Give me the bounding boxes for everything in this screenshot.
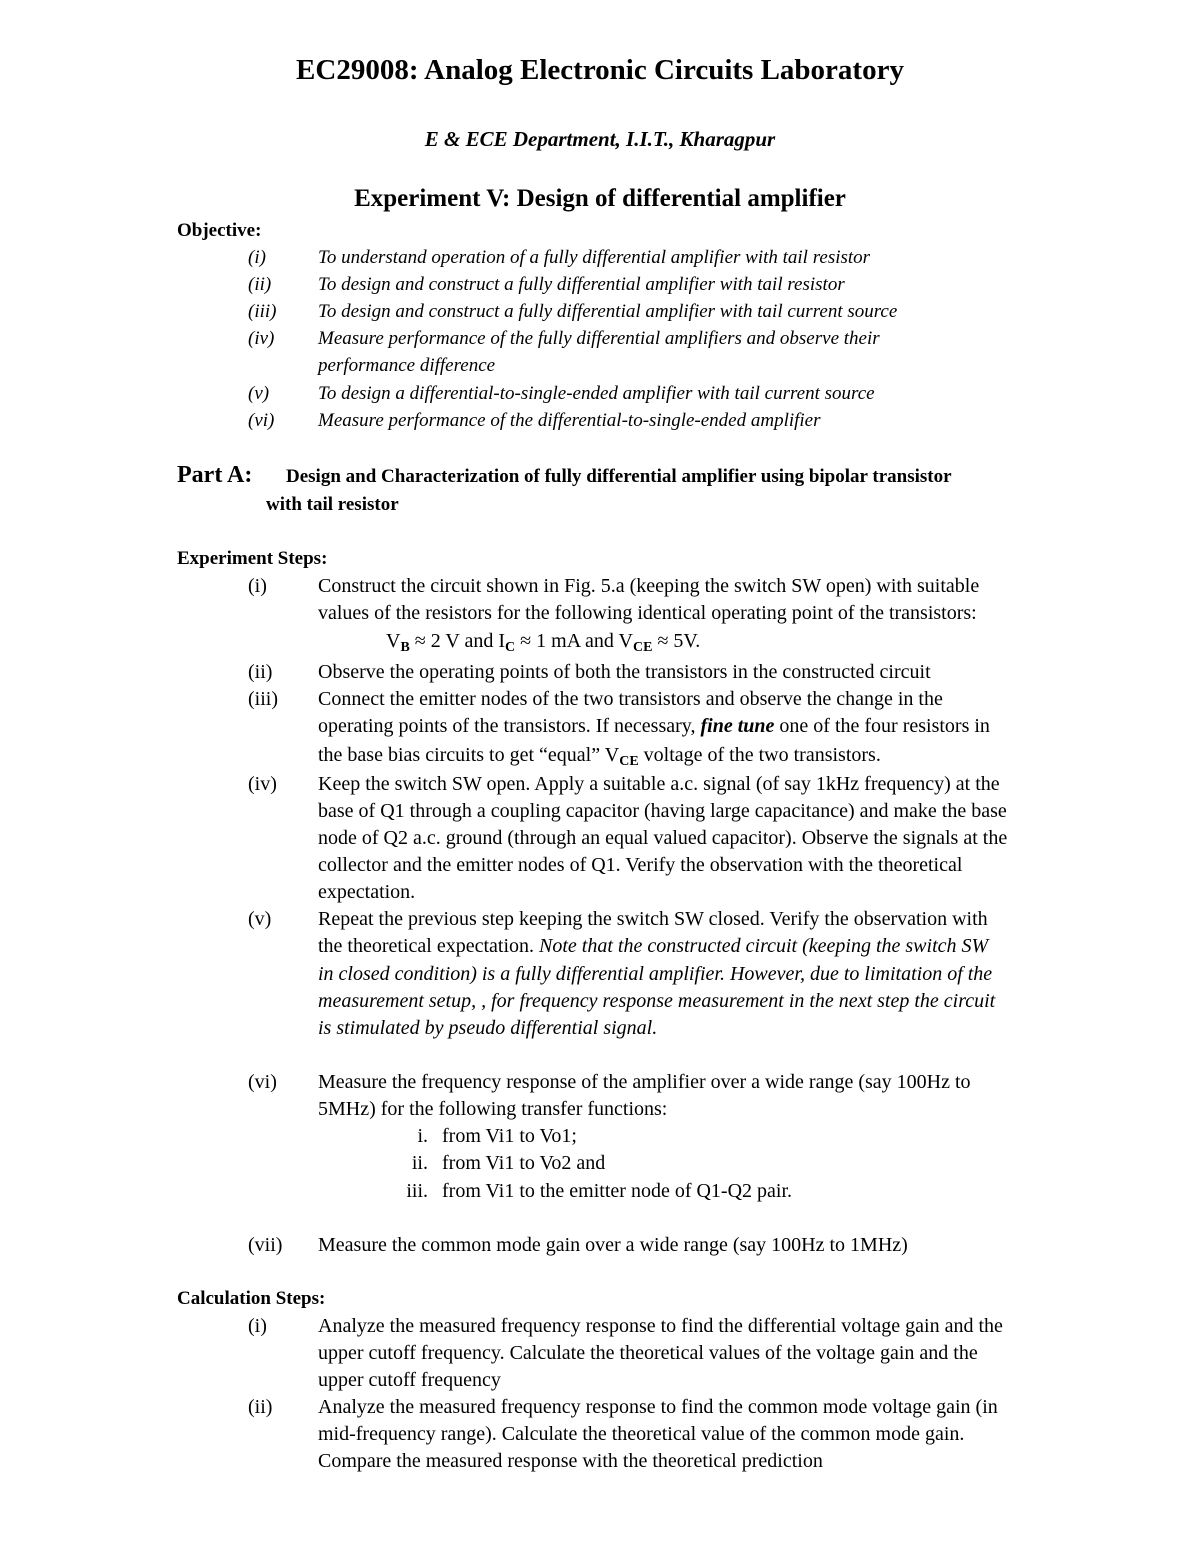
step-3-line-3 (318, 744, 881, 770)
step-4-line-5: expectation. (318, 881, 416, 903)
calc-num-2: (ii) (248, 1396, 273, 1418)
document-title: EC29008: Analog Electronic Circuits Laboratory (296, 54, 904, 86)
step-3-sub-ce: CE (619, 754, 639, 769)
calc-1-line-3: upper cutoff frequency (318, 1369, 501, 1391)
calc-2-line-3: Compare the measured response with the theoretical prediction (318, 1450, 823, 1472)
step-num-2: (ii) (248, 661, 273, 683)
calculation-steps-heading: Calculation Steps: (177, 1288, 326, 1309)
step-4-line-4: collector and the emitter nodes of Q1. Verify the observation with the theoretical (318, 854, 963, 876)
experiment-steps-heading: Experiment Steps: (177, 548, 328, 569)
step-4-line-3: node of Q2 a.c. ground (through an equal valued capacitor). Observe the signals at the (318, 827, 1008, 849)
experiment-title: Experiment V: Design of differential amplifier (354, 185, 846, 212)
step-num-6: (vi) (248, 1071, 277, 1093)
eq-part-3: ≈ 5V. (652, 630, 701, 652)
fine-tune-emphasis: fine tune (700, 715, 775, 737)
calc-2-line-2: mid-frequency range). Calculate the theoretical value of the common mode gain. (318, 1423, 965, 1445)
step-1-line-2: values of the resistors for the following identical operating point of the transistors: (318, 602, 977, 624)
sub-item-text-3: from Vi1 to the emitter node of Q1-Q2 pair. (442, 1180, 793, 1202)
calc-1-line-2: upper cutoff frequency. Calculate the theoretical values of the voltage gain and the (318, 1342, 978, 1364)
step-num-3: (iii) (248, 688, 278, 710)
step-3-line-2 (318, 715, 990, 738)
step-num-1: (i) (248, 575, 267, 597)
step-5-line-2 (318, 935, 988, 958)
objective-text-6: Measure performance of the differential-to-single-ended amplifier (318, 410, 821, 431)
objective-num-4: (iv) (248, 328, 275, 349)
eq-part-1: ≈ 2 V and I (409, 630, 506, 652)
calc-1-line-1: Analyze the measured frequency response to find the differential voltage gain and the (318, 1315, 1003, 1337)
calc-num-1: (i) (248, 1315, 267, 1337)
step-5-line-5: is stimulated by pseudo differential signal. (318, 1017, 658, 1039)
eq-sub-c: C (505, 640, 516, 655)
step-6-line-2: 5MHz) for the following transfer functions: (318, 1098, 668, 1120)
sub-item-num-2: ii. (411, 1152, 428, 1174)
objective-heading: Objective: (177, 220, 262, 241)
step-3-line-2-a: operating points of the transistors. If necessary, (318, 715, 701, 737)
step-5-note-start: Note that the constructed circuit (keeping the switch SW (539, 935, 989, 957)
part-a-title: Design and Characterization of fully differential amplifier using bipolar transistor (286, 466, 952, 487)
objective-num-2: (ii) (248, 274, 272, 295)
step-5-line-2-a: the theoretical expectation. (318, 935, 540, 957)
step-3-line-1: Connect the emitter nodes of the two transistors and observe the change in the (318, 688, 943, 710)
calc-2-line-1: Analyze the measured frequency response to find the common mode voltage gain (in (318, 1396, 998, 1418)
objective-num-1: (i) (248, 247, 266, 268)
step-num-5: (v) (248, 908, 272, 930)
step-3-line-3-a: the base bias circuits to get “equal” V (318, 744, 620, 766)
part-a-label: Part A: (177, 462, 253, 488)
objective-text-5: To design a differential-to-single-ended amplifier with tail current source (318, 383, 875, 404)
step-4-line-1: Keep the switch SW open. Apply a suitable a.c. signal (of say 1kHz frequency) at the (318, 773, 1000, 795)
step-5-line-1: Repeat the previous step keeping the switch SW closed. Verify the observation with (318, 908, 988, 930)
step-num-7: (vii) (248, 1234, 283, 1256)
eq-part-2: ≈ 1 mA and V (515, 630, 633, 652)
objective-num-5: (v) (248, 383, 270, 404)
eq-v: V (386, 630, 401, 652)
step-3-line-2-c: one of the four resistors in (774, 715, 990, 737)
eq-sub-ce: CE (633, 640, 653, 655)
sub-item-num-1: i. (417, 1125, 428, 1147)
objective-num-6: (vi) (248, 410, 275, 431)
objective-text-1: To understand operation of a fully differential amplifier with tail resistor (318, 247, 871, 268)
objective-text-2: To design and construct a fully differential amplifier with tail resistor (318, 274, 845, 295)
step-5-line-4: measurement setup, , for frequency response measurement in the next step the circuit (318, 990, 996, 1012)
objective-num-3: (iii) (248, 301, 277, 322)
step-1-line-1: Construct the circuit shown in Fig. 5.a (keeping the switch SW open) with suitable (318, 575, 980, 597)
department-line: E & ECE Department, I.I.T., Kharagpur (424, 127, 776, 151)
step-4-line-2: base of Q1 through a coupling capacitor (having large capacitance) and make the base (318, 800, 1007, 822)
step-7-line-1: Measure the common mode gain over a wide range (say 100Hz to 1MHz) (318, 1234, 908, 1256)
operating-point-equation (386, 630, 700, 656)
step-num-4: (iv) (248, 773, 277, 795)
sub-item-num-3: iii. (406, 1180, 428, 1202)
step-5-line-3: in closed condition) is a fully differential amplifier. However, due to limitation of the (318, 963, 993, 985)
objective-text-4: Measure performance of the fully differential amplifiers and observe their (318, 328, 880, 349)
sub-item-text-2: from Vi1 to Vo2 and (442, 1152, 606, 1174)
step-6-line-1: Measure the frequency response of the amplifier over a wide range (say 100Hz to (318, 1071, 971, 1093)
objective-text-3: To design and construct a fully differential amplifier with tail current source (318, 301, 898, 322)
part-a-title-cont: with tail resistor (266, 494, 399, 515)
step-2-line-1: Observe the operating points of both the transistors in the constructed circuit (318, 661, 931, 683)
objective-text-4-cont: performance difference (318, 355, 496, 376)
eq-sub-b: B (400, 640, 410, 655)
step-3-line-3-b: voltage of the two transistors. (638, 744, 881, 766)
sub-item-text-1: from Vi1 to Vo1; (442, 1125, 577, 1147)
